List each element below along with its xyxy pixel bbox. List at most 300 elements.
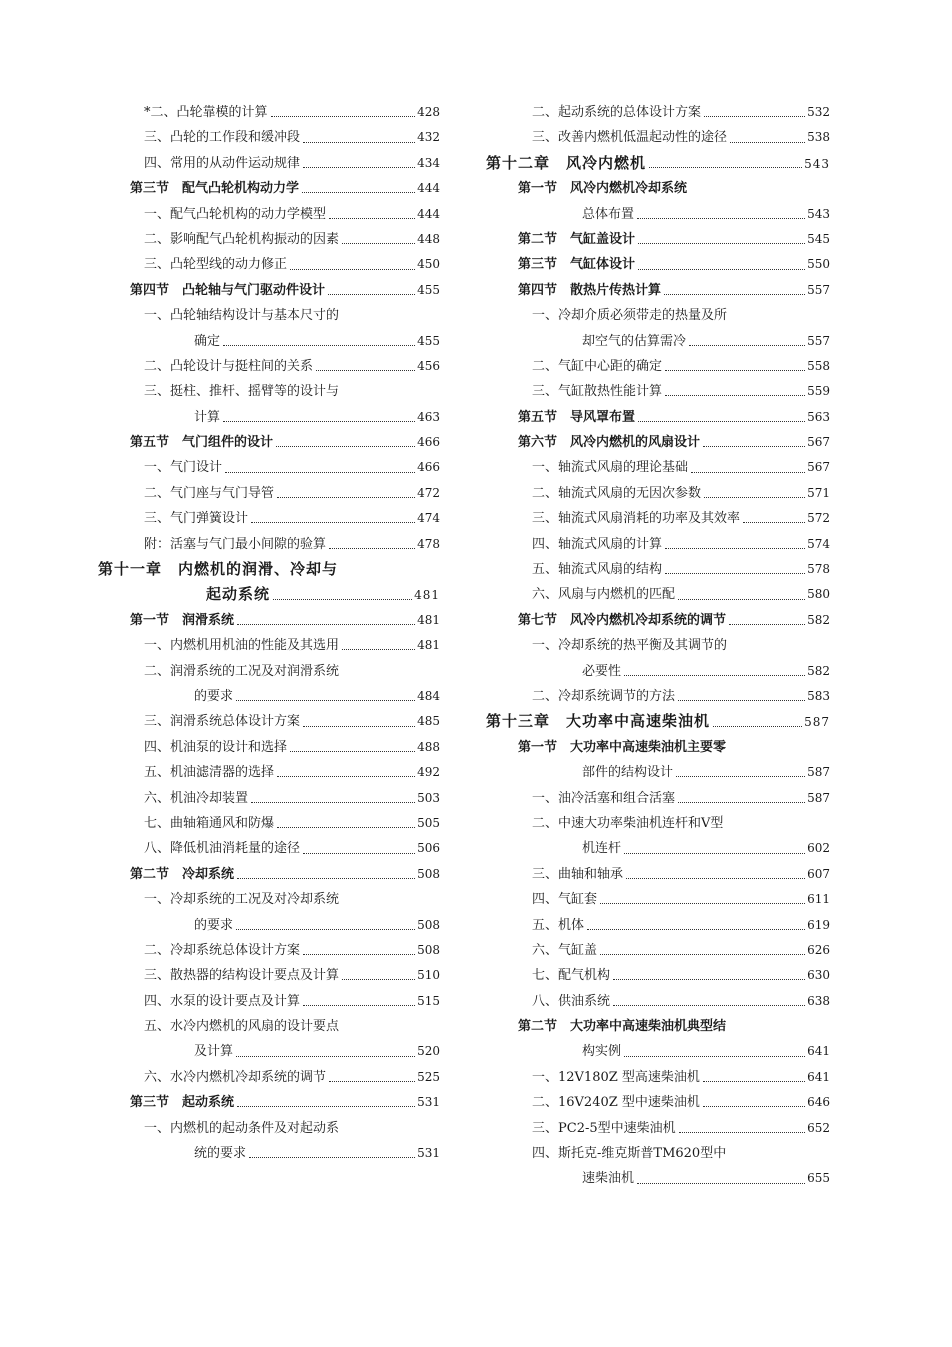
toc-entry-title: 四、水泵的设计要点及计算 <box>144 993 301 1009</box>
toc-entry-title: 及计算 <box>194 1044 234 1060</box>
dot-leader <box>613 979 805 980</box>
toc-entry <box>486 481 830 506</box>
dot-leader <box>678 700 805 701</box>
toc-entry <box>98 659 440 684</box>
toc-entry-title: 第三节 气缸体设计 <box>518 257 636 273</box>
toc-entry <box>486 532 830 557</box>
toc-entry-title: 三、曲轴和轴承 <box>532 866 624 882</box>
toc-page-number: 583 <box>807 688 830 703</box>
toc-entry <box>486 202 830 227</box>
toc-entry-title: 六、风扇与内燃机的匹配 <box>532 587 676 603</box>
toc-entry-title: 三、轴流式风扇消耗的功率及其效率 <box>532 511 741 527</box>
toc-entry-title: 一、轴流式风扇的理论基础 <box>532 460 689 476</box>
dot-leader <box>637 1183 805 1184</box>
toc-page-number: 538 <box>807 130 830 145</box>
toc-entry <box>98 1039 440 1064</box>
toc-entry-title: 三、气缸散热性能计算 <box>532 384 663 400</box>
dot-leader <box>223 345 415 346</box>
toc-page-number: 444 <box>417 181 440 196</box>
toc-entry <box>486 1166 830 1191</box>
toc-entry-title: 二、起动系统的总体设计方案 <box>532 105 702 120</box>
toc-entry <box>486 760 830 785</box>
toc-page-number: 550 <box>807 257 830 272</box>
toc-section-entry <box>486 252 830 277</box>
toc-page-number: 428 <box>417 105 440 119</box>
dot-leader <box>225 472 415 473</box>
toc-entry <box>486 1116 830 1141</box>
toc-page-number: 488 <box>417 739 440 754</box>
toc-page-number: 484 <box>417 688 440 703</box>
toc-entry-title: 二、气缸中心距的确定 <box>532 358 663 374</box>
toc-entry-title: 第二节 大功率中高速柴油机典型结 <box>518 1019 727 1035</box>
toc-entry-title: 六、机油冷却装置 <box>144 790 249 806</box>
dot-leader <box>624 853 805 854</box>
toc-entry-title: 一、冷却介质必须带走的热量及所 <box>532 308 728 324</box>
toc-entry <box>486 1090 830 1115</box>
toc-entry-title: 三、气门弹簧设计 <box>144 511 249 527</box>
toc-left-column <box>98 100 440 1166</box>
dot-leader <box>743 522 805 523</box>
toc-entry-title: 五、轴流式风扇的结构 <box>532 562 663 578</box>
dot-leader <box>713 726 802 727</box>
toc-entry <box>486 913 830 938</box>
toc-page-number: 563 <box>807 409 830 424</box>
toc-entry <box>98 202 440 227</box>
toc-section-entry <box>98 176 440 201</box>
toc-entry-title: 起动系统 <box>206 585 271 604</box>
dot-leader <box>676 776 805 777</box>
toc-entry <box>98 329 440 354</box>
toc-entry <box>486 633 830 658</box>
toc-page-number: 587 <box>807 765 830 780</box>
toc-page-number: 466 <box>417 460 440 475</box>
toc-entry-title: 四、常用的从动件运动规律 <box>144 155 301 171</box>
toc-entry-title: 第十二章 风冷内燃机 <box>486 153 647 172</box>
toc-section-entry <box>98 278 440 303</box>
dot-leader <box>290 751 415 752</box>
toc-entry-title: 六、气缸盖 <box>532 942 598 958</box>
dot-leader <box>329 218 415 219</box>
dot-leader <box>637 218 805 219</box>
toc-page-number: 641 <box>807 1069 830 1084</box>
toc-page-number: 508 <box>417 942 440 957</box>
dot-leader <box>236 929 415 930</box>
toc-entry <box>98 506 440 531</box>
toc-entry-title: 总体布置 <box>582 206 635 222</box>
toc-entry-title: 计算 <box>194 409 221 425</box>
toc-entry-title: 五、水冷内燃机的风扇的设计要点 <box>144 1019 340 1035</box>
dot-leader <box>342 649 415 650</box>
toc-entry <box>98 227 440 252</box>
toc-entry-title: 四、气缸套 <box>532 892 598 908</box>
toc-entry <box>486 100 830 125</box>
dot-leader <box>587 929 805 930</box>
toc-page-number: 505 <box>417 815 440 830</box>
toc-entry-title: 一、油冷活塞和组合活塞 <box>532 790 676 806</box>
toc-entry-title: 三、润滑系统总体设计方案 <box>144 714 301 730</box>
toc-entry-title: 第三节 起动系统 <box>130 1095 235 1111</box>
toc-entry-title: 七、配气机构 <box>532 968 611 984</box>
toc-page-number: 580 <box>807 587 830 602</box>
toc-entry <box>98 532 440 557</box>
toc-page-number: 572 <box>807 511 830 526</box>
toc-page-number: 543 <box>804 156 830 171</box>
toc-entry-title: 第四节 凸轮轴与气门驱动件设计 <box>130 282 326 298</box>
toc-entry-title: 八、降低机油消耗量的途径 <box>144 841 301 857</box>
toc-entry-title: 三、挺柱、推杆、摇臂等的设计与 <box>144 384 340 400</box>
toc-entry-title: 二、冷却系统总体设计方案 <box>144 942 301 958</box>
dot-leader <box>678 802 805 803</box>
toc-section-entry <box>486 430 830 455</box>
toc-page-number: 508 <box>417 917 440 932</box>
dot-leader <box>302 192 415 193</box>
toc-entry <box>486 354 830 379</box>
dot-leader <box>624 675 805 676</box>
dot-leader <box>276 446 415 447</box>
toc-entry <box>98 125 440 150</box>
dot-leader <box>251 802 415 803</box>
toc-section-entry <box>98 862 440 887</box>
dot-leader <box>303 954 415 955</box>
toc-page-number: 611 <box>807 892 830 907</box>
dot-leader <box>329 1081 415 1082</box>
toc-entry <box>486 938 830 963</box>
toc-entry <box>98 303 440 328</box>
toc-entry-title: 的要求 <box>194 688 234 704</box>
dot-leader <box>316 370 415 371</box>
dot-leader <box>729 624 805 625</box>
dot-leader <box>249 1157 415 1158</box>
toc-page-number: 641 <box>807 1044 830 1059</box>
toc-entry-title: 二、轴流式风扇的无因次参数 <box>532 485 702 501</box>
toc-page-number: 619 <box>807 917 830 932</box>
dot-leader <box>277 827 415 828</box>
toc-page-number: 450 <box>417 257 440 272</box>
dot-leader <box>703 446 805 447</box>
toc-entry <box>98 709 440 734</box>
toc-page-number: 626 <box>807 942 830 957</box>
dot-leader <box>665 548 805 549</box>
toc-entry <box>98 963 440 988</box>
dot-leader <box>329 548 415 549</box>
dot-leader <box>303 142 415 143</box>
toc-entry <box>486 506 830 531</box>
toc-entry-title: 四、斯托克-维克斯普TM620型中 <box>532 1146 727 1162</box>
toc-entry-title: 三、散热器的结构设计要点及计算 <box>144 968 340 984</box>
dot-leader <box>290 269 415 270</box>
toc-page-number: 508 <box>417 866 440 881</box>
toc-entry-title: 三、PC2-5型中速柴油机 <box>532 1120 676 1136</box>
toc-entry-title: 二、冷却系统调节的方法 <box>532 688 676 704</box>
toc-entry <box>486 1065 830 1090</box>
toc-chapter-entry <box>486 709 830 734</box>
toc-page-number: 478 <box>417 536 440 551</box>
toc-page-number: 638 <box>807 993 830 1008</box>
toc-entry-title: 第十一章 内燃机的润滑、冷却与 <box>98 560 339 579</box>
toc-entry-title: 第十三章 大功率中高速柴油机 <box>486 712 711 731</box>
dot-leader <box>678 599 805 600</box>
dot-leader <box>703 1106 805 1107</box>
toc-page-number: 630 <box>807 968 830 983</box>
toc-entry-title: 部件的结构设计 <box>582 765 674 781</box>
toc-entry-title: *二、凸轮靠模的计算 <box>144 105 268 120</box>
toc-entry-title: 第四节 散热片传热计算 <box>518 282 662 298</box>
toc-page-number: 607 <box>807 866 830 881</box>
toc-entry-title: 二、16V240Z 型中速柴油机 <box>532 1095 700 1111</box>
toc-entry-title: 第二节 气缸盖设计 <box>518 231 636 247</box>
toc-entry <box>98 582 440 607</box>
dot-leader <box>704 116 805 117</box>
toc-entry-title: 一、内燃机的起动条件及对起动系 <box>144 1120 340 1136</box>
toc-page-number: 574 <box>807 536 830 551</box>
toc-section-entry <box>98 608 440 633</box>
toc-page-number: 474 <box>417 511 440 526</box>
toc-page-number: 481 <box>417 638 440 653</box>
toc-entry-title: 统的要求 <box>194 1146 247 1162</box>
toc-entry-title: 附：活塞与气门最小间隙的验算 <box>144 536 327 552</box>
toc-entry-title: 二、影响配气凸轮机构振动的因素 <box>144 231 340 247</box>
toc-entry <box>98 481 440 506</box>
toc-entry-title: 二、中速大功率柴油机连杆和V型 <box>532 815 724 831</box>
toc-entry <box>486 811 830 836</box>
toc-section-entry <box>486 176 830 201</box>
toc-entry <box>486 329 830 354</box>
toc-entry <box>98 913 440 938</box>
toc-entry-title: 机连杆 <box>582 841 622 857</box>
toc-entry <box>486 557 830 582</box>
toc-entry <box>98 1014 440 1039</box>
toc-entry <box>98 887 440 912</box>
toc-entry-title: 确定 <box>194 333 221 349</box>
dot-leader <box>237 878 415 879</box>
toc-entry-title: 三、改善内燃机低温起动性的途径 <box>532 130 728 146</box>
toc-entry <box>486 379 830 404</box>
dot-leader <box>638 421 805 422</box>
dot-leader <box>626 878 805 879</box>
toc-entry <box>98 938 440 963</box>
toc-entry <box>98 684 440 709</box>
toc-chapter-entry <box>486 151 830 176</box>
dot-leader <box>223 421 415 422</box>
toc-entry-title: 第三节 配气凸轮机构动力学 <box>130 181 300 197</box>
toc-entry-title: 第五节 气门组件的设计 <box>130 435 274 451</box>
toc-page-number: 557 <box>807 333 830 348</box>
toc-entry-title: 一、配气凸轮机构的动力学模型 <box>144 206 327 222</box>
toc-entry <box>486 125 830 150</box>
toc-page-number: 655 <box>807 1171 830 1186</box>
toc-entry-title: 七、曲轴箱通风和防爆 <box>144 815 275 831</box>
toc-entry <box>98 760 440 785</box>
toc-entry-title: 一、内燃机用机油的性能及其选用 <box>144 638 340 654</box>
toc-entry <box>486 684 830 709</box>
dot-leader <box>342 979 415 980</box>
dot-leader <box>638 269 805 270</box>
toc-page-number: 515 <box>417 993 440 1008</box>
toc-entry-title: 五、机油滤清器的选择 <box>144 765 275 781</box>
toc-entry-title: 八、供油系统 <box>532 993 611 1009</box>
toc-chapter-entry <box>98 557 440 582</box>
toc-entry <box>98 989 440 1014</box>
toc-entry-title: 六、水冷内燃机冷却系统的调节 <box>144 1069 327 1085</box>
toc-entry-title: 一、凸轮轴结构设计与基本尺寸的 <box>144 308 340 324</box>
toc-page-number: 578 <box>807 562 830 577</box>
toc-entry <box>486 582 830 607</box>
toc-page-number: 531 <box>417 1095 440 1110</box>
dot-leader <box>277 497 415 498</box>
toc-page-number: 520 <box>417 1044 440 1059</box>
toc-entry <box>98 354 440 379</box>
dot-leader <box>704 497 805 498</box>
dot-leader <box>638 243 805 244</box>
dot-leader <box>271 116 416 117</box>
toc-entry-title: 第二节 冷却系统 <box>130 866 235 882</box>
toc-entry <box>98 1141 440 1166</box>
toc-entry <box>486 836 830 861</box>
toc-entry-title: 第五节 导风罩布置 <box>518 409 636 425</box>
toc-section-entry <box>486 227 830 252</box>
toc-entry <box>486 303 830 328</box>
toc-entry <box>98 455 440 480</box>
toc-section-entry <box>486 405 830 430</box>
dot-leader <box>679 1132 805 1133</box>
toc-entry <box>486 989 830 1014</box>
toc-entry <box>98 151 440 176</box>
toc-section-entry <box>486 608 830 633</box>
toc-page-number: 472 <box>417 485 440 500</box>
toc-page-number: 455 <box>417 282 440 297</box>
dot-leader <box>600 954 805 955</box>
toc-entry-title: 二、凸轮设计与挺柱间的关系 <box>144 358 314 374</box>
toc-entry-title: 二、气门座与气门导管 <box>144 485 275 501</box>
toc-section-entry <box>486 278 830 303</box>
toc-page-number: 485 <box>417 714 440 729</box>
toc-entry-title: 三、凸轮型线的动力修正 <box>144 257 288 273</box>
toc-entry <box>486 1039 830 1064</box>
toc-entry <box>98 786 440 811</box>
toc-page-number: 481 <box>414 588 440 603</box>
toc-entry-title: 速柴油机 <box>582 1171 635 1187</box>
toc-entry <box>486 963 830 988</box>
toc-page-number: 525 <box>417 1069 440 1084</box>
dot-leader <box>665 395 805 396</box>
toc-page-number: 545 <box>807 231 830 246</box>
toc-page-number: 646 <box>807 1095 830 1110</box>
dot-leader <box>251 522 415 523</box>
toc-entry <box>486 659 830 684</box>
toc-section-entry <box>486 735 830 760</box>
toc-entry-title: 第七节 风冷内燃机冷却系统的调节 <box>518 612 727 628</box>
toc-entry <box>98 1116 440 1141</box>
toc-entry-title: 第一节 润滑系统 <box>130 612 235 628</box>
dot-leader <box>273 599 412 600</box>
toc-page-number: 532 <box>807 105 830 119</box>
toc-entry-title: 一、12V180Z 型高速柴油机 <box>532 1069 700 1085</box>
toc-right-column <box>486 100 830 1192</box>
toc-page-number: 481 <box>417 612 440 627</box>
dot-leader <box>691 472 805 473</box>
toc-entry-title: 四、轴流式风扇的计算 <box>532 536 663 552</box>
toc-page-number: 571 <box>807 485 830 500</box>
toc-entry <box>486 1141 830 1166</box>
dot-leader <box>303 167 415 168</box>
toc-page-number: 448 <box>417 231 440 246</box>
toc-page-number: 510 <box>417 968 440 983</box>
toc-entry <box>98 633 440 658</box>
toc-page-number: 567 <box>807 460 830 475</box>
toc-page-number: 506 <box>417 841 440 856</box>
toc-entry-title: 一、冷却系统的工况及对冷却系统 <box>144 892 340 908</box>
toc-page-number: 503 <box>417 790 440 805</box>
toc-entry <box>98 100 440 125</box>
toc-page-number: 463 <box>417 409 440 424</box>
toc-section-entry <box>98 430 440 455</box>
toc-page-number: 567 <box>807 435 830 450</box>
dot-leader <box>730 142 805 143</box>
toc-page-number: 531 <box>417 1146 440 1161</box>
toc-entry <box>98 836 440 861</box>
toc-entry-title: 的要求 <box>194 917 234 933</box>
toc-entry-title: 二、润滑系统的工况及对润滑系统 <box>144 663 340 679</box>
dot-leader <box>303 853 415 854</box>
dot-leader <box>665 573 805 574</box>
toc-entry-title: 一、气门设计 <box>144 460 223 476</box>
toc-page-number: 543 <box>807 206 830 221</box>
toc-page-number: 587 <box>807 790 830 805</box>
toc-entry <box>98 735 440 760</box>
toc-entry-title: 第一节 大功率中高速柴油机主要零 <box>518 739 727 755</box>
toc-entry-title: 五、机体 <box>532 917 585 933</box>
dot-leader <box>237 1106 415 1107</box>
toc-page-number: 582 <box>807 663 830 678</box>
toc-entry <box>486 887 830 912</box>
toc-entry-title: 却空气的估算需冷 <box>582 333 687 349</box>
toc-entry <box>486 862 830 887</box>
toc-page-number: 559 <box>807 384 830 399</box>
toc-page-number: 455 <box>417 333 440 348</box>
dot-leader <box>342 243 415 244</box>
dot-leader <box>303 1005 415 1006</box>
toc-section-entry <box>486 1014 830 1039</box>
toc-entry <box>98 379 440 404</box>
dot-leader <box>649 167 802 168</box>
dot-leader <box>703 1081 805 1082</box>
dot-leader <box>689 345 805 346</box>
toc-entry-title: 构实例 <box>582 1044 622 1060</box>
toc-entry <box>486 455 830 480</box>
toc-page-number: 466 <box>417 435 440 450</box>
toc-entry <box>98 1065 440 1090</box>
toc-page-number: 492 <box>417 765 440 780</box>
toc-entry-title: 第一节 风冷内燃机冷却系统 <box>518 181 688 197</box>
dot-leader <box>664 294 805 295</box>
toc-entry-title: 一、冷却系统的热平衡及其调节的 <box>532 638 728 654</box>
dot-leader <box>600 903 805 904</box>
toc-entry <box>98 252 440 277</box>
toc-page-number: 432 <box>417 130 440 145</box>
toc-entry-title: 三、凸轮的工作段和缓冲段 <box>144 130 301 146</box>
toc-entry <box>98 405 440 430</box>
dot-leader <box>236 700 415 701</box>
toc-page-number: 602 <box>807 841 830 856</box>
toc-entry-title: 四、机油泵的设计和选择 <box>144 739 288 755</box>
dot-leader <box>237 624 415 625</box>
toc-entry <box>486 786 830 811</box>
toc-page-number: 582 <box>807 612 830 627</box>
toc-page-number: 557 <box>807 282 830 297</box>
dot-leader <box>624 1056 805 1057</box>
dot-leader <box>613 1005 805 1006</box>
toc-entry-title: 必要性 <box>582 663 622 679</box>
